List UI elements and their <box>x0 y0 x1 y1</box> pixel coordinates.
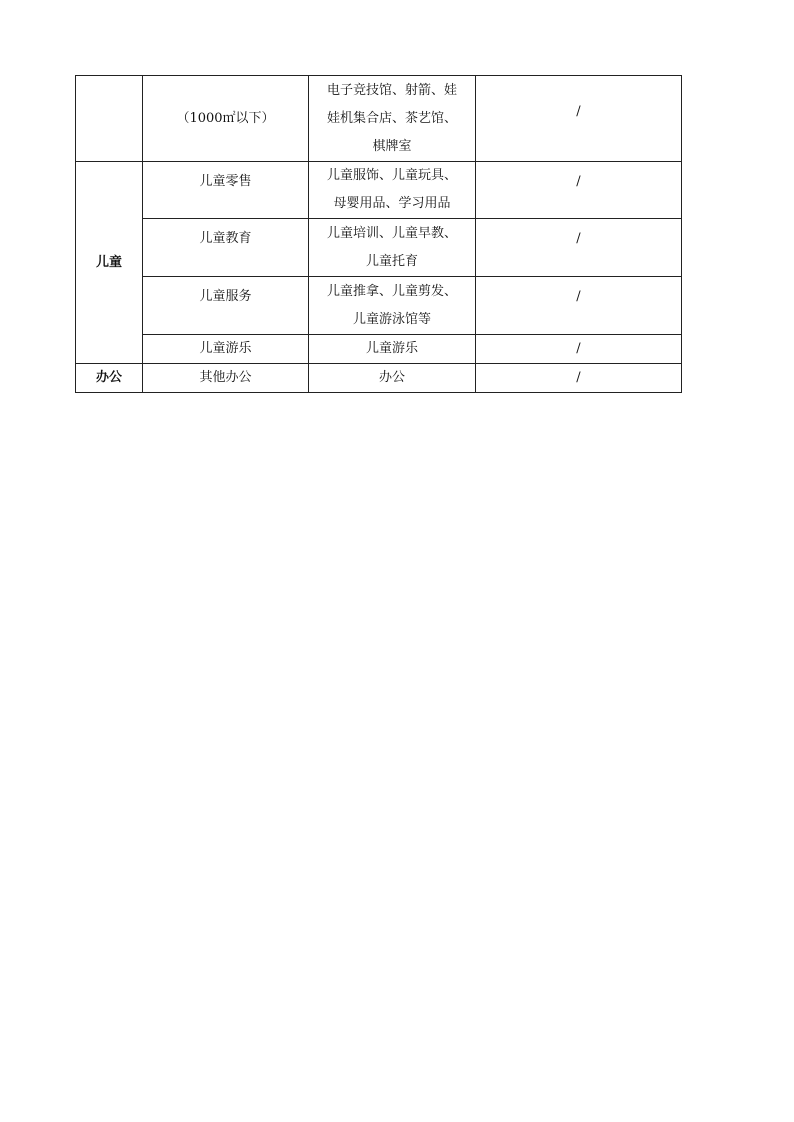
content-line: 母婴用品、学习用品 <box>333 196 451 211</box>
subcategory-cell: 儿童游乐 <box>143 335 309 364</box>
content-line: 儿童游乐 <box>365 341 418 356</box>
content-cell <box>309 219 476 277</box>
note-cell: / <box>476 219 682 277</box>
content-line: 电子竞技馆、射箭、娃 <box>326 82 457 98</box>
note-cell: / <box>476 335 682 364</box>
table-row <box>76 364 682 393</box>
content-line: 儿童游泳馆等 <box>352 311 431 327</box>
content-line: 儿童服饰、儿童玩具、 <box>326 168 457 183</box>
content-line: 棋牌室 <box>372 138 412 154</box>
content-cell <box>309 76 476 162</box>
content-line: 儿童培训、儿童早教、 <box>326 225 457 241</box>
content-cell <box>309 335 476 364</box>
table-row <box>76 277 682 335</box>
note-cell: / <box>476 162 682 219</box>
content-line: 儿童托育 <box>365 253 418 269</box>
category-cell: 办公 <box>76 364 143 393</box>
table-row <box>76 335 682 364</box>
note-cell: / <box>476 76 682 162</box>
category-cell <box>76 76 143 162</box>
subcategory-cell: 儿童服务 <box>143 277 309 335</box>
content-cell <box>309 364 476 393</box>
content-line: 娃机集合店、茶艺馆、 <box>326 110 457 126</box>
note-cell: / <box>476 364 682 393</box>
table-row <box>76 219 682 277</box>
table-row <box>76 76 682 162</box>
subcategory-cell: 儿童教育 <box>143 219 309 277</box>
content-line: 儿童推拿、儿童剪发、 <box>326 283 457 299</box>
content-cell <box>309 162 476 219</box>
category-table <box>75 75 682 393</box>
table-row <box>76 162 682 219</box>
content-cell <box>309 277 476 335</box>
subcategory-cell: 儿童零售 <box>143 162 309 219</box>
category-cell: 儿童 <box>76 162 143 364</box>
subcategory-cell: （1000㎡以下） <box>143 76 309 162</box>
content-line: 办公 <box>378 370 405 385</box>
subcategory-cell: 其他办公 <box>143 364 309 393</box>
note-cell: / <box>476 277 682 335</box>
